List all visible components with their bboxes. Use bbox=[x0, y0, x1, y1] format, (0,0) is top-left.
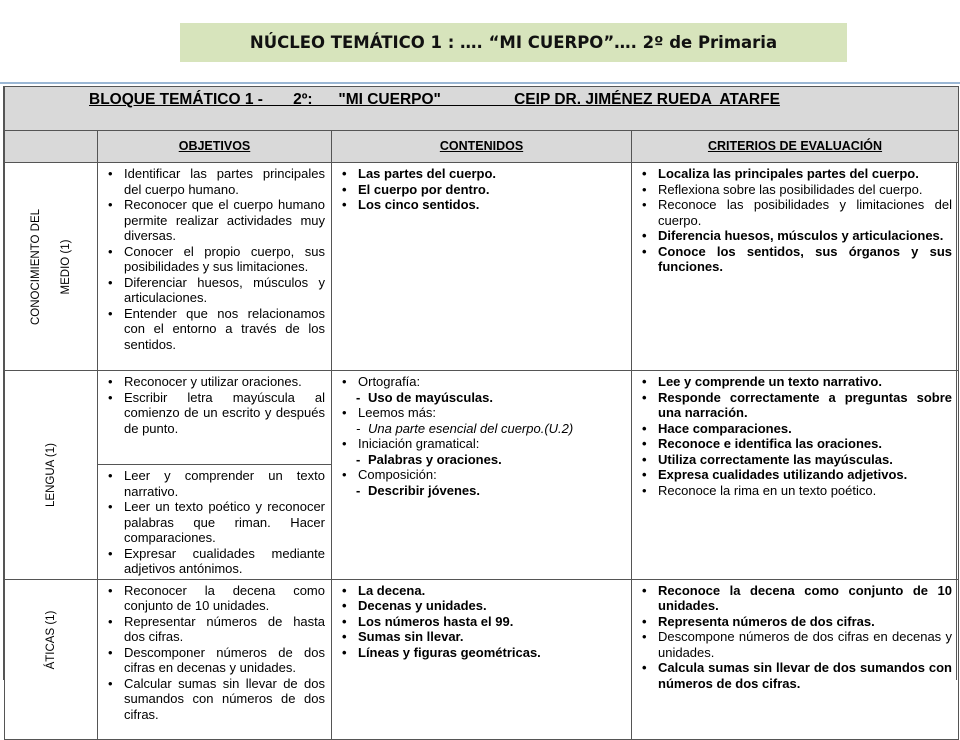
lengua-criterios-list bbox=[632, 371, 958, 500]
label-medio-line2: MEDIO (1) bbox=[60, 239, 72, 294]
curriculum-table bbox=[4, 86, 959, 740]
list-item: • Decenas y unidades. bbox=[338, 598, 625, 614]
list-item: • Líneas y figuras geométricas. bbox=[338, 645, 625, 661]
list-item: • Reconoce la decena como conjunto de 10 unidades. bbox=[638, 583, 952, 614]
list-item: • Descomponer números de dos cifras en decenas y unidades. bbox=[104, 645, 325, 676]
label-lengua: LENGUA (1) bbox=[5, 371, 98, 580]
list-item: • Utiliza correctamente las mayúsculas. bbox=[638, 452, 952, 468]
mates-contenidos-list bbox=[332, 580, 631, 663]
medio-objetivos-list bbox=[98, 163, 331, 354]
list-item: • Reconocer que el cuerpo humano permite realizar actividades muy diversas. bbox=[104, 197, 325, 244]
list-item: • Reconocer la decena como conjunto de 10 unidades. bbox=[104, 583, 325, 614]
list-item: • Representar números de hasta dos cifras. bbox=[104, 614, 325, 645]
mates-objetivos-list bbox=[98, 580, 331, 725]
header-objetivos: OBJETIVOS bbox=[98, 131, 332, 163]
mates-objetivos bbox=[98, 579, 332, 739]
row-mates bbox=[5, 579, 959, 739]
list-item: - Una parte esencial del cuerpo.(U.2) bbox=[338, 421, 625, 437]
list-item: - Describir jóvenes. bbox=[338, 483, 625, 499]
list-item: • Los cinco sentidos. bbox=[338, 197, 625, 213]
mates-contenidos bbox=[332, 579, 632, 739]
list-item: - Palabras y oraciones. bbox=[338, 452, 625, 468]
list-item: • Reflexiona sobre las posibilidades del cuerpo. bbox=[638, 182, 952, 198]
list-item: • Expresar cualidades mediante adjetivos antónimos. bbox=[104, 546, 325, 577]
list-item: • Leer y comprender un texto narrativo. bbox=[104, 468, 325, 499]
label-mates: ÁTICAS (1) bbox=[5, 579, 98, 739]
list-item: • Hace comparaciones. bbox=[638, 421, 952, 437]
lengua-objetivos-b bbox=[98, 465, 332, 580]
lengua-objetivos-a bbox=[98, 371, 332, 465]
list-item: • Ortografía: bbox=[338, 374, 625, 390]
list-item: • Calcula sumas sin llevar de dos sumandos con números de dos cifras. bbox=[638, 660, 952, 691]
list-item: - Uso de mayúsculas. bbox=[338, 390, 625, 406]
mates-criterios-list bbox=[632, 580, 958, 694]
medio-contenidos-list bbox=[332, 163, 631, 215]
list-item: • Responde correctamente a preguntas sobre una narración. bbox=[638, 390, 952, 421]
title-divider bbox=[0, 82, 960, 84]
list-item: • La decena. bbox=[338, 583, 625, 599]
corner-cell bbox=[5, 131, 98, 163]
lengua-objetivos-a-list bbox=[98, 371, 331, 438]
block-header-text: BLOQUE TEMÁTICO 1 - 2º: "MI CUERPO" CEIP DR. JIMÉNEZ RUEDA ATARFE bbox=[89, 91, 780, 108]
header-contenidos: CONTENIDOS bbox=[332, 131, 632, 163]
row-medio bbox=[5, 163, 959, 371]
list-item: • Reconocer y utilizar oraciones. bbox=[104, 374, 325, 390]
medio-criterios-list bbox=[632, 163, 958, 277]
lengua-objetivos-b-list bbox=[98, 465, 331, 579]
lengua-contenidos bbox=[332, 371, 632, 580]
medio-criterios bbox=[632, 163, 959, 371]
list-item: • Descompone números de dos cifras en decenas y unidades. bbox=[638, 629, 952, 660]
row-lengua-a bbox=[5, 371, 959, 465]
label-medio-line1: CONOCIMIENTO DEL bbox=[30, 208, 42, 325]
mates-criterios bbox=[632, 579, 959, 739]
list-item: • Sumas sin llevar. bbox=[338, 629, 625, 645]
list-item: • Entender que nos relacionamos con el entorno a través de los sentidos. bbox=[104, 306, 325, 353]
medio-contenidos bbox=[332, 163, 632, 371]
list-item: • Localiza las principales partes del cuerpo. bbox=[638, 166, 952, 182]
list-item: • Los números hasta el 99. bbox=[338, 614, 625, 630]
list-item: • Composición: bbox=[338, 467, 625, 483]
list-item: • Lee y comprende un texto narrativo. bbox=[638, 374, 952, 390]
medio-objetivos bbox=[98, 163, 332, 371]
list-item: • Leer un texto poético y reconocer palabras que riman. Hacer comparaciones. bbox=[104, 499, 325, 546]
list-item: • Las partes del cuerpo. bbox=[338, 166, 625, 182]
list-item: • Reconoce las posibilidades y limitaciones del cuerpo. bbox=[638, 197, 952, 228]
block-header-row bbox=[5, 87, 959, 131]
list-item: • Expresa cualidades utilizando adjetivos. bbox=[638, 467, 952, 483]
label-medio bbox=[5, 163, 98, 371]
block-header bbox=[5, 87, 959, 131]
lengua-contenidos-list bbox=[332, 371, 631, 500]
lengua-criterios bbox=[632, 371, 959, 580]
curriculum-document bbox=[3, 86, 957, 722]
list-item: • Escribir letra mayúscula al comienzo de un escrito y después de punto. bbox=[104, 390, 325, 437]
list-item: • Reconoce e identifica las oraciones. bbox=[638, 436, 952, 452]
list-item: • Conocer el propio cuerpo, sus posibilidades y sus limitaciones. bbox=[104, 244, 325, 275]
list-item: • Conoce los sentidos, sus órganos y sus funciones. bbox=[638, 244, 952, 275]
list-item: • Reconoce la rima en un texto poético. bbox=[638, 483, 952, 499]
list-item: • Leemos más: bbox=[338, 405, 625, 421]
list-item: • Diferenciar huesos, músculos y articulaciones. bbox=[104, 275, 325, 306]
list-item: • El cuerpo por dentro. bbox=[338, 182, 625, 198]
slide-title: NÚCLEO TEMÁTICO 1 : …. “MI CUERPO”…. 2º de Primaria bbox=[180, 23, 847, 62]
header-criterios: CRITERIOS DE EVALUACIÓN bbox=[632, 131, 959, 163]
list-item: • Identificar las partes principales del cuerpo humano. bbox=[104, 166, 325, 197]
list-item: • Iniciación gramatical: bbox=[338, 436, 625, 452]
list-item: • Representa números de dos cifras. bbox=[638, 614, 952, 630]
column-headers bbox=[5, 131, 959, 163]
list-item: • Diferencia huesos, músculos y articulaciones. bbox=[638, 228, 952, 244]
list-item: • Calcular sumas sin llevar de dos sumandos con números de dos cifras. bbox=[104, 676, 325, 723]
